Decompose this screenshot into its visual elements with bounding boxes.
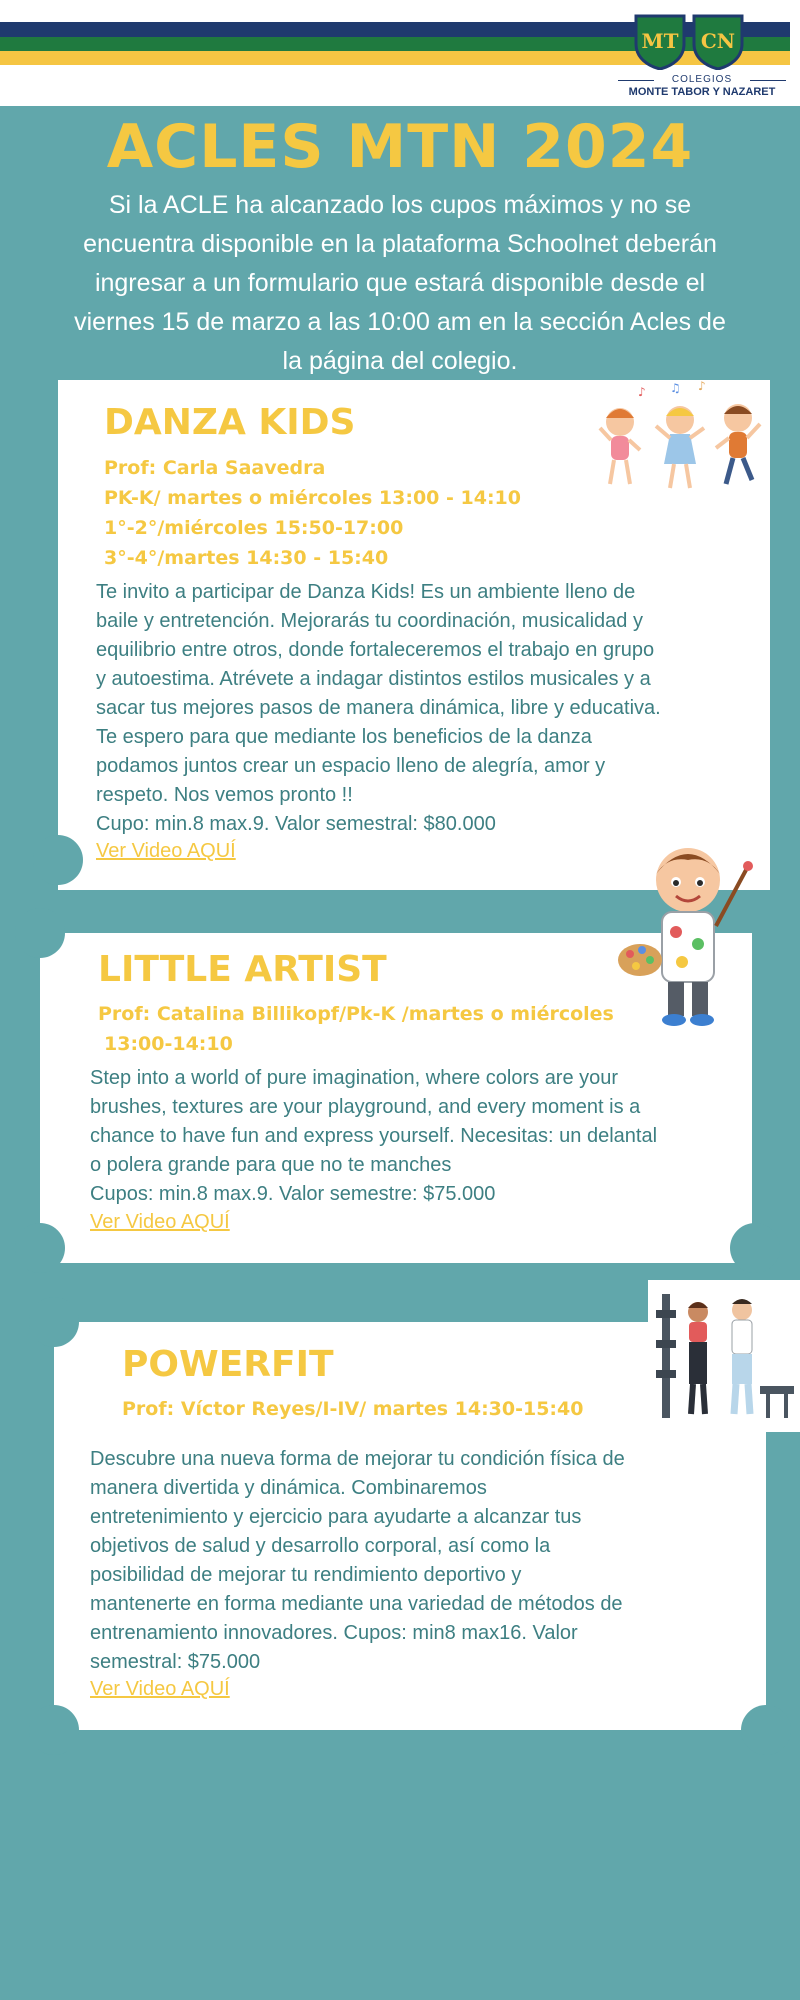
body-line: baile y entretención. Mejorarás tu coordinación, musicalidad y (96, 610, 643, 632)
body-line: entretenimiento y ejercicio para ayudarte a alcanzar tus (90, 1506, 582, 1528)
body-line: objetivos de salud y desarrollo corporal, así como la (90, 1535, 551, 1557)
dancing-kids-illustration (598, 380, 768, 500)
body-line: chance to have fun and express yourself. Necesitas: un delantal (90, 1125, 658, 1147)
cupo-line: Cupo: min.8 max.9. Valor semestral: $80.000 (96, 813, 496, 835)
shield-cn-letters: CN (700, 29, 736, 53)
card-meta (122, 1394, 583, 1424)
logo-line2: MONTE TABOR Y NAZARET (628, 86, 776, 98)
svg-text:♪: ♪ (698, 380, 706, 393)
meta-line: 13:00-14:10 (104, 1033, 233, 1055)
body-line: mantenerte en forma mediante una variedad de métodos de (90, 1593, 623, 1615)
body-line: Te espero para que mediante los beneficios de la danza (96, 726, 592, 748)
school-logo (614, 6, 790, 102)
shield-mt-icon (634, 14, 686, 70)
intro-text (0, 186, 800, 381)
body-line: semestral: $75.000 (90, 1651, 261, 1673)
card-notch (730, 1223, 780, 1273)
meta-line: Prof: Catalina Billikopf/Pk-K /martes o miércoles (98, 1003, 614, 1025)
body-line: respeto. Nos vemos pronto !! (96, 784, 353, 806)
card-description (90, 1445, 760, 1677)
meta-line: 3°-4°/martes 14:30 - 15:40 (104, 547, 389, 569)
shield-cn-icon (692, 14, 744, 70)
intro-line: ingresar a un formulario que estará disponible desde el (94, 269, 706, 297)
intro-line: Si la ACLE ha alcanzado los cupos máximos y no se (108, 191, 692, 219)
card-notch (29, 1297, 79, 1347)
intro-line: viernes 15 de marzo a las 10:00 am en la sección Acles de (74, 308, 726, 336)
intro-line: la página del colegio. (282, 347, 518, 375)
meta-line: PK-K/ martes o miércoles 13:00 - 14:10 (104, 487, 521, 509)
music-note-icon (638, 380, 706, 399)
logo-line1: COLEGIOS (671, 74, 733, 85)
body-line: y autoestima. Atrévete a indagar distintos estilos musicales y a (96, 668, 651, 690)
svg-text:♪: ♪ (638, 385, 646, 399)
card-meta (98, 999, 614, 1059)
cupo-line: Cupos: min.8 max.9. Valor semestre: $75.000 (90, 1183, 496, 1205)
body-line: entrenamiento innovadores. Cupos: min8 max16. Valor (90, 1622, 578, 1644)
body-line: sacar tus mejores pasos de manera dinámica, libre y educativa. (96, 697, 661, 719)
little-painter-illustration (618, 840, 758, 1030)
card-meta (104, 453, 521, 573)
page-title: ACLES MTN 2024 (106, 112, 694, 182)
card-title: DANZA KIDS (104, 402, 356, 443)
video-link-little-artist[interactable]: Ver Video AQUÍ (90, 1211, 230, 1233)
card-notch (33, 835, 83, 885)
video-link-powerfit[interactable]: Ver Video AQUÍ (90, 1678, 230, 1700)
meta-line: Prof: Víctor Reyes/I-IV/ martes 14:30-15:40 (122, 1398, 584, 1420)
meta-line: Prof: Carla Saavedra (104, 457, 326, 479)
card-description (90, 1064, 750, 1209)
body-line: o polera grande para que no te manches (90, 1154, 452, 1176)
card-title: POWERFIT (122, 1344, 334, 1385)
meta-line: 1°-2°/miércoles 15:50-17:00 (104, 517, 404, 539)
body-line: manera divertida y dinámica. Combinaremos (90, 1477, 487, 1499)
body-line: Te invito a participar de Danza Kids! Es un ambiente lleno de (96, 581, 636, 603)
body-line: equilibrio entre otros, donde fortaleceremos el trabajo en grupo (96, 639, 655, 661)
card-notch (29, 1705, 79, 1755)
card-notch (15, 908, 65, 958)
body-line: Step into a world of pure imagination, where colors are your (90, 1067, 619, 1089)
gym-couple-illustration (656, 1290, 796, 1430)
svg-text:♫: ♫ (670, 381, 681, 395)
shield-mt-letters: MT (641, 29, 679, 53)
card-title: LITTLE ARTIST (98, 949, 387, 990)
card-notch (15, 1223, 65, 1273)
body-line: posibilidad de mejorar tu rendimiento deportivo y (90, 1564, 522, 1586)
intro-line: encuentra disponible en la plataforma Schoolnet deberán (83, 230, 717, 258)
body-line: Descubre una nueva forma de mejorar tu condición física de (90, 1448, 625, 1470)
body-line: brushes, textures are your playground, and every moment is a (90, 1096, 641, 1118)
body-line: podamos juntos crear un espacio lleno de alegría, amor y (96, 755, 606, 777)
card-notch (741, 1705, 791, 1755)
card-description (96, 578, 756, 839)
video-link-danza-kids[interactable]: Ver Video AQUÍ (96, 840, 236, 862)
